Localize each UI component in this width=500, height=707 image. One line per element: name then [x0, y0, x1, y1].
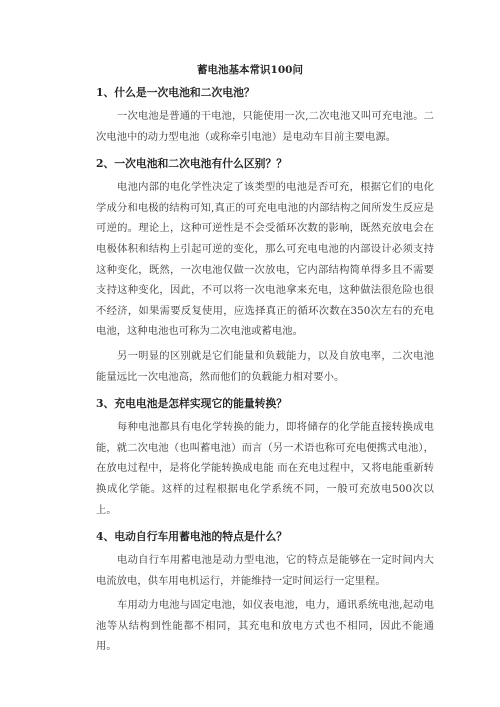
section-paragraph: 一次电池是普通的干电池，只能使用一次,二次电池又叫可充电池。二次电池中的动力型电池（或称牵引电池）是电动车目前主要电源。	[96, 110, 434, 143]
section-3	[96, 395, 434, 520]
section-paragraph: 电动自行车用蓄电池是动力型电池，它的特点是能够在一定时间内大电流放电，供车用电机运行，并能维持一定时间运行一定里程。	[96, 554, 434, 587]
section-paragraph: 车用动力电池与固定电池，如仪表电池，电力，通讯系统电池,起动电池等从结构到性能都不相同，其充电和放电方式也不相同，因此不能通用。	[96, 599, 434, 653]
section-paragraph: 电池内部的电化学性决定了该类型的电池是否可充，根据它们的电化学成分和电极的结构可知,真正的可充电电池的内部结构之间所发生反应是可逆的。理论上，这种可逆性是不会受循环次数的影响，既然充放电会在电极体积和结构上引起可逆的变化，那么可充电电池的内部设计必须支持这种变化，既然，一次电池仅做一次放电，它内部结构简单得多且不需要支持这种变化，因此，不可以将一次电池拿来充电，这种做法很危险也很不经济，如果需要反复使用，应选择真正的循环次数在350次左右的充电电池，这种电池也可称为二次电池或蓄电池。	[96, 181, 434, 338]
section-2	[96, 155, 434, 387]
section-1	[96, 84, 434, 147]
document-title: 蓄电池基本常识100问	[197, 64, 303, 76]
section-paragraph: 每种电池都具有电化学转换的能力，即将储存的化学能直接转换成电能，就二次电池（也叫蓄电池）而言（另一术语也称可充电便携式电池），在放电过程中，是将化学能转换成电能 而在充电过程中，又将电能重新转换成化学能。这样的过程根据电化学系统不同，一般可充放电500次以上。	[96, 421, 434, 516]
section-question: 3、充电电池是怎样实现它的能量转换？	[96, 397, 288, 411]
section-4	[96, 528, 434, 657]
section-question: 1、什么是一次电池和二次电池？	[96, 86, 255, 99]
section-paragraph: 另一明显的区别就是它们能量和负载能力，以及自放电率，二次电池能量远比一次电池高，然而他们的负载能力相对要小。	[96, 349, 434, 383]
section-question: 2、一次电池和二次电池有什么区别？？	[96, 157, 288, 171]
section-question: 4、电动自行车用蓄电池的特点是什么？	[96, 530, 288, 544]
